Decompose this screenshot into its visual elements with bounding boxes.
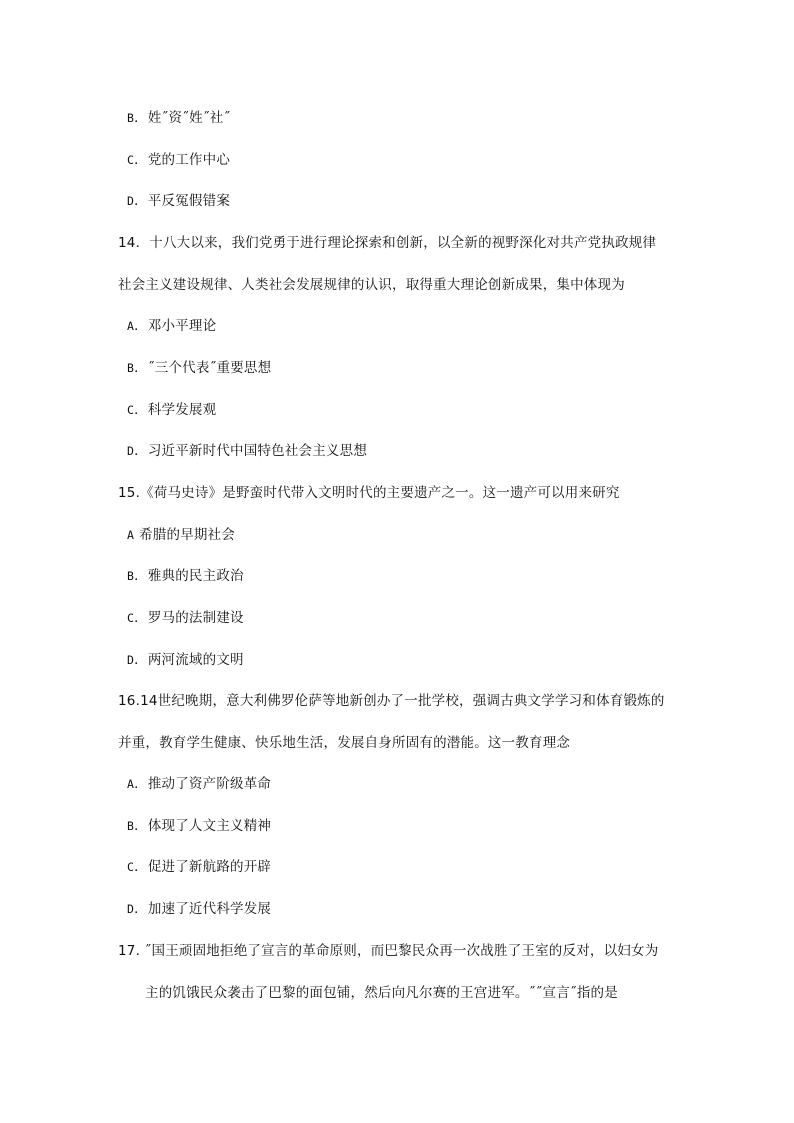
option-separator: ． (134, 193, 148, 209)
option-separator: ． (134, 901, 148, 917)
option-separator: ． (134, 776, 148, 792)
option-text: 罗马的法制建设 (147, 610, 244, 626)
option-text: ˝三个代表˝重要思想 (147, 360, 272, 376)
option-label: D (127, 194, 135, 208)
option-text: 体现了人文主义精神 (147, 818, 272, 834)
option-label: C (127, 403, 135, 417)
option-d (127, 650, 244, 670)
option-c (127, 400, 216, 420)
question-17-stem-continued: 主的饥饿民众袭击了巴黎的面包铺，然后向凡尔赛的王宫进军。˝˝宣言˝指的是 (145, 985, 618, 1001)
option-separator: ． (134, 110, 148, 126)
option-a (127, 316, 216, 336)
option-separator: ． (134, 318, 148, 334)
option-text: 雅典的民主政治 (147, 568, 244, 584)
option-b (127, 816, 271, 836)
option-text: 两河流域的文明 (147, 652, 244, 668)
option-separator: ． (134, 859, 148, 875)
option-a (127, 774, 271, 794)
option-d (127, 191, 230, 211)
option-label: B (127, 569, 135, 583)
option-text: 邓小平理论 (147, 318, 217, 334)
option-separator: ． (134, 152, 148, 168)
option-separator: ． (134, 610, 148, 626)
option-label: D (127, 444, 135, 458)
option-c (127, 150, 230, 170)
option-separator: ． (134, 402, 148, 418)
option-text: 党的工作中心 (147, 152, 231, 168)
option-label: C (127, 153, 135, 167)
option-c (127, 608, 244, 628)
option-text: 希腊的早期社会 (139, 527, 236, 543)
question-16-stem: 16.14世纪晚期，意大利佛罗伦萨等地新创办了一批学校，强调古典文学学习和体育锻炼的 (118, 693, 665, 709)
option-b (127, 108, 230, 128)
option-separator: ． (134, 652, 148, 668)
option-label: A (127, 319, 135, 333)
option-b (127, 566, 244, 586)
option-label: B (127, 819, 135, 833)
option-label: C (127, 611, 135, 625)
question-16-stem-continued: 并重，教育学生健康、快乐地生活，发展自身所固有的潜能。这一教育理念 (118, 735, 571, 751)
option-label: B (127, 361, 135, 375)
option-text: 姓˝资˝姓˝社˝ (147, 110, 231, 126)
option-label: C (127, 860, 135, 874)
option-a (127, 525, 235, 545)
option-label: D (127, 902, 135, 916)
option-d (127, 899, 271, 919)
question-15-stem: 15.《荷马史诗》是野蛮时代带入文明时代的主要遗产之一。这一遗产可以用来研究 (118, 485, 620, 501)
option-separator: ． (134, 443, 148, 459)
option-separator: ． (134, 818, 148, 834)
question-14-stem: 14．十八大以来，我们党勇于进行理论探索和创新，以全新的视野深化对共产党执政规律 (118, 235, 657, 251)
option-text: 科学发展观 (147, 402, 217, 418)
option-b (127, 358, 271, 378)
option-c (127, 857, 271, 877)
option-label: A (127, 528, 135, 542)
option-separator: ． (134, 360, 148, 376)
option-text: 促进了新航路的开辟 (147, 859, 272, 875)
option-d (127, 441, 367, 461)
question-14-stem-continued: 社会主义建设规律、人类社会发展规律的认识，取得重大理论创新成果，集中体现为 (118, 277, 625, 293)
option-text: 推动了资产阶级革命 (147, 776, 272, 792)
option-text: 平反冤假错案 (147, 193, 231, 209)
option-text: 加速了近代科学发展 (147, 901, 272, 917)
question-17-stem: 17. ˝国王顽固地拒绝了宣言的革命原则，而巴黎民众再一次战胜了王室的反对，以妇女为 (118, 943, 659, 959)
option-label: B (127, 111, 135, 125)
option-label: D (127, 653, 135, 667)
option-separator: ． (134, 568, 148, 584)
option-label: A (127, 777, 135, 791)
option-text: 习近平新时代中国特色社会主义思想 (147, 443, 368, 459)
